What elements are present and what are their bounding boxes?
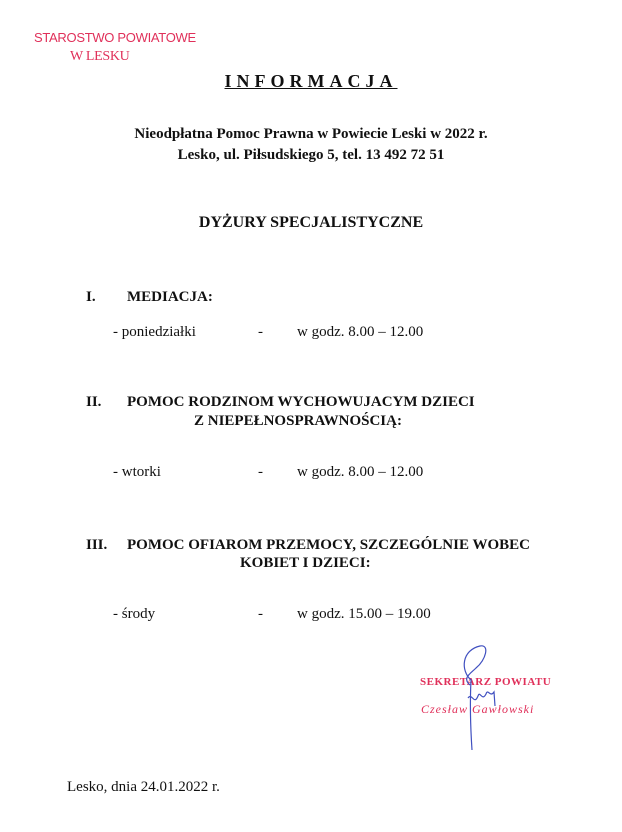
section-title-2: Z NIEPEŁNOSPRAWNOŚCIĄ:: [194, 413, 402, 429]
stamp-line-1: STAROSTWO POWIATOWE: [34, 30, 196, 45]
section-title: MEDIACJA:: [127, 289, 213, 305]
section-title: POMOC OFIAROM PRZEMOCY, SZCZEGÓLNIE WOBEC: [127, 537, 530, 553]
section-dash: -: [258, 606, 263, 622]
section-hours: w godz. 15.00 – 19.00: [297, 606, 431, 622]
document-title: INFORMACJA: [224, 71, 398, 91]
section-day: - wtorki: [113, 464, 161, 480]
subtitle-1: Nieodpłatna Pomoc Prawna w Powiecie Leski w 2022 r.: [134, 126, 488, 142]
section-number: I.: [86, 289, 96, 305]
section-hours: w godz. 8.00 – 12.00: [297, 324, 424, 340]
signature-role: SEKRETARZ POWIATU: [420, 676, 552, 688]
heading: DYŻURY SPECJALISTYCZNE: [198, 214, 424, 231]
section-number: III.: [86, 537, 108, 553]
subtitle-2: Lesko, ul. Piłsudskiego 5, tel. 13 492 72 51: [177, 147, 445, 163]
stamp-line-2: W LESKU: [70, 49, 130, 64]
section-title-2: KOBIET I DZIECI:: [240, 555, 371, 571]
section-hours: w godz. 8.00 – 12.00: [297, 464, 424, 480]
section-number: II.: [86, 394, 102, 410]
signature-name: Czesław Gawłowski: [421, 702, 535, 716]
footer-date: Lesko, dnia 24.01.2022 r.: [67, 779, 220, 795]
section-day: - poniedziałki: [113, 324, 196, 340]
section-dash: -: [258, 324, 263, 340]
section-dash: -: [258, 464, 263, 480]
handwritten-signature: [440, 640, 520, 755]
section-title: POMOC RODZINOM WYCHOWUJACYM DZIECI: [127, 394, 475, 410]
section-day: - środy: [113, 606, 156, 622]
